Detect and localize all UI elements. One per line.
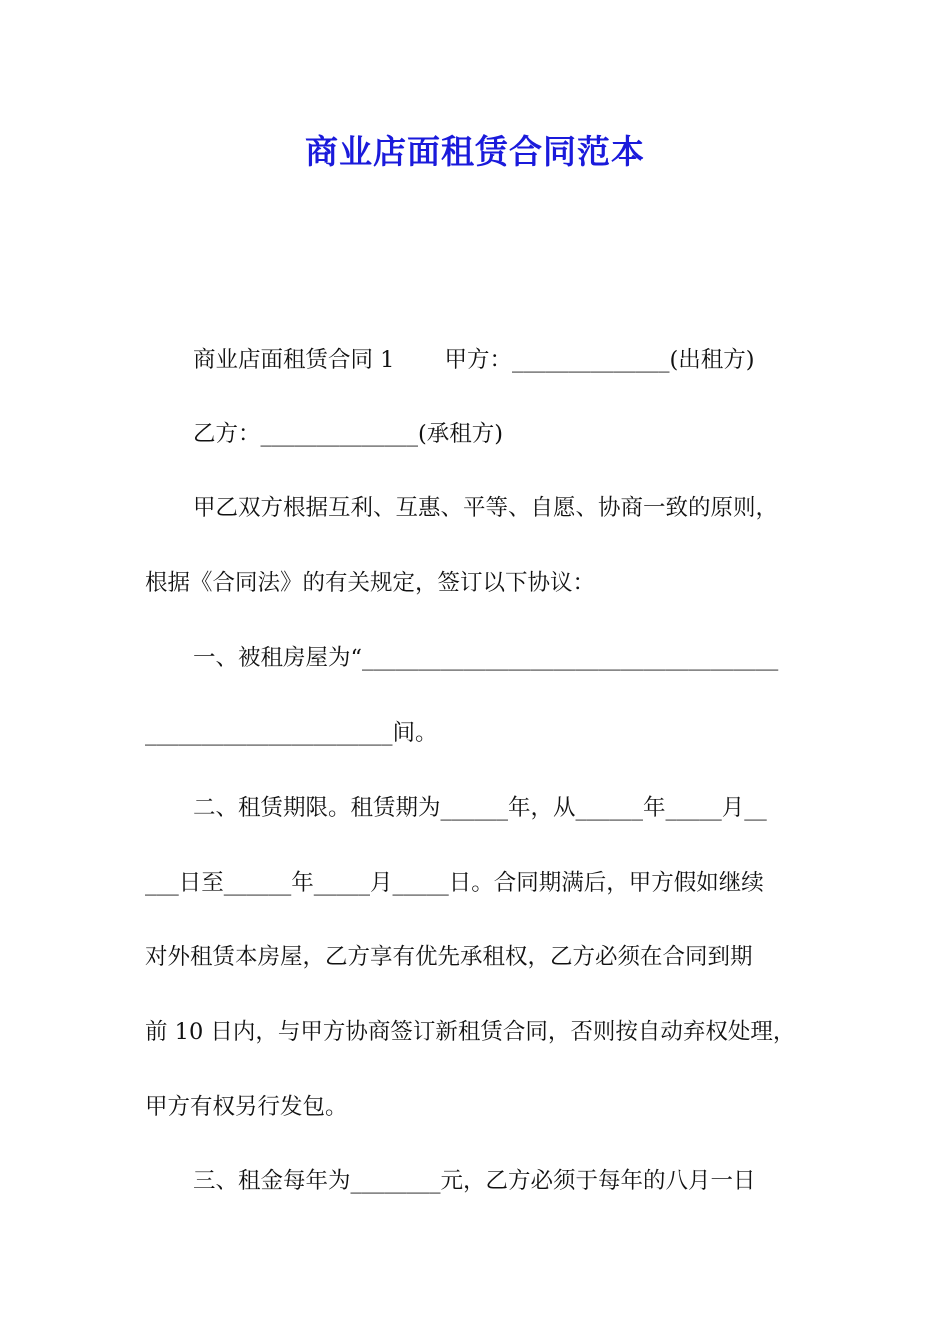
clause-3-line: 三、租金每年为________元，乙方必须于每年的八月一日: [193, 1168, 756, 1194]
party-a: 甲方：______________(出租方): [444, 347, 755, 373]
document-title: 商业店面租赁合同范本: [305, 132, 645, 171]
paragraph-line: [193, 342, 833, 378]
clause-2-line: ___日至______年_____月_____日。合同期满后，甲方假如继续: [145, 870, 764, 896]
clause-1-line: 一、被租房屋为“_____________________________________: [193, 645, 779, 671]
paragraph-line: 根据《合同法》的有关规定，签订以下协议：: [145, 570, 596, 596]
clause-1-line: ______________________间。: [145, 720, 438, 746]
clause-2-line: 前 10 日内，与甲方协商签订新租赁合同，否则按自动弃权处理，: [145, 1019, 796, 1045]
clause-2-line: 二、租赁期限。租赁期为______年，从______年_____月__: [193, 795, 767, 821]
contract-number: 商业店面租赁合同 1: [193, 347, 395, 373]
clause-2-line: 对外租赁本房屋，乙方享有优先承租权，乙方必须在合同到期: [145, 944, 753, 970]
clause-2-line: 甲方有权另行发包。: [145, 1094, 348, 1120]
paragraph-line: 甲乙双方根据互利、互惠、平等、自愿、协商一致的原则，: [193, 495, 779, 521]
party-b: 乙方：______________(承租方): [193, 421, 504, 447]
